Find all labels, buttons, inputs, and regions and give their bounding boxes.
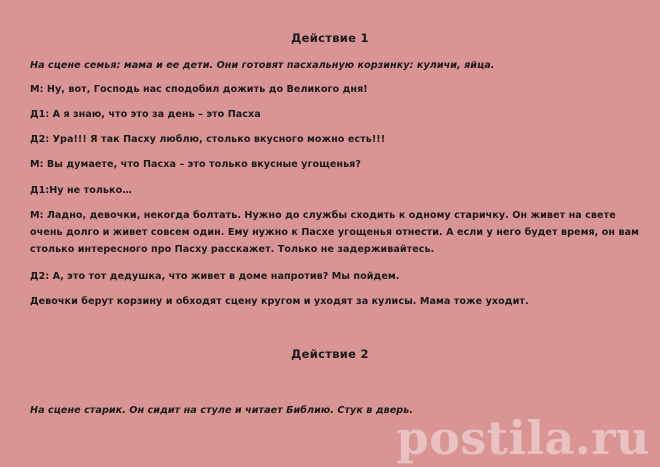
- stage-direction-opening: На сцене семья: мама и ее дети. Они готовят пасхальную корзинку: куличи, яйца.: [30, 60, 495, 71]
- stage-direction-exit: Девочки берут корзину и обходят сцену кругом и уходят за кулисы. Мама тоже уходит.: [30, 296, 529, 307]
- dialogue-line-mother-2: М: Вы думаете, что Пасха – это только вкусные угощенья?: [30, 159, 362, 170]
- dialogue-line-daughter2-1: Д2: Ура!!! Я так Пасху люблю, столько вкусного можно есть!!!: [30, 134, 386, 145]
- dialogue-line-daughter1-1: Д1: А я знаю, что это за день – это Пасха: [30, 109, 261, 120]
- dialogue-line-daughter2-2: Д2: А, это тот дедушка, что живет в доме напротив? Мы пойдем.: [30, 271, 400, 282]
- dialogue-line-mother-1: М: Ну, вот, Господь нас сподобил дожить до Великого дня!: [30, 84, 368, 95]
- stage-direction-act-2: На сцене старик. Он сидит на стуле и читает Библию. Стук в дверь.: [30, 405, 414, 416]
- act-1-heading: Действие 1: [291, 31, 369, 45]
- dialogue-line-mother-3: М: Ладно, девочки, некогда болтать. Нужно до службы сходить к одному старичку. Он живет на свете очень долго и живет совсем один. Ему нужно к Пасхе угощенья отнести. А если у него будет время, он вам столько интересного про Пасху расскажет. Только не задерживайтесь.: [30, 210, 639, 255]
- watermark-logo: postila.ru: [396, 411, 650, 465]
- dialogue-line-daughter1-2: Д1:Ну не только…: [30, 185, 132, 196]
- act-2-heading: Действие 2: [291, 347, 369, 361]
